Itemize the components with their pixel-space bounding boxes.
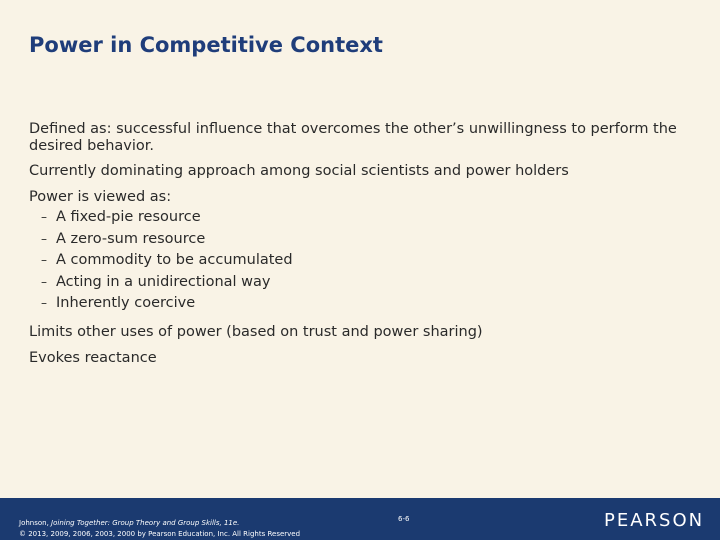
dominating-approach-paragraph: Currently dominating approach among social scientists and power holders — [29, 163, 569, 179]
page-number: 6-6 — [398, 515, 410, 523]
pearson-logo: PEARSON — [604, 510, 705, 531]
list-item — [29, 229, 689, 251]
footer-bar — [0, 498, 720, 540]
list-item-label: A zero-sum resource — [56, 230, 206, 247]
list-item-label: Acting in a unidirectional way — [56, 273, 271, 290]
citation-book: Joining Together: Group Theory and Group Skills, 11e. — [51, 519, 240, 527]
dash-bullet: – — [41, 210, 47, 224]
definition-paragraph: Defined as: successful influence that overcomes the other’s unwillingness to perform the desired behavior. — [29, 121, 677, 154]
list-item — [29, 293, 689, 315]
citation-author: Johnson, — [19, 519, 49, 527]
limits-paragraph: Limits other uses of power (based on trust and power sharing) — [29, 323, 483, 340]
reactance-paragraph: Evokes reactance — [29, 349, 157, 366]
dash-bullet: – — [41, 296, 47, 310]
list-item — [29, 250, 689, 272]
footer-citation — [19, 518, 300, 540]
slide-title: Power in Competitive Context — [29, 33, 383, 57]
list-item-label: A commodity to be accumulated — [56, 252, 293, 268]
dash-bullet: – — [41, 274, 47, 289]
slide-content — [29, 121, 689, 375]
power-views-list — [29, 207, 689, 315]
dash-bullet: – — [41, 231, 47, 246]
list-item-label: A fixed-pie resource — [56, 209, 201, 225]
list-item — [29, 272, 689, 294]
list-item — [29, 207, 689, 229]
citation-line — [19, 518, 300, 529]
dash-bullet: – — [41, 253, 47, 267]
list-item-label: Inherently coercive — [56, 295, 196, 311]
power-viewed-as-paragraph: Power is viewed as: — [29, 189, 172, 205]
copyright-line: © 2013, 2009, 2006, 2003, 2000 by Pearson Education, Inc. All Rights Reserved — [19, 530, 301, 538]
